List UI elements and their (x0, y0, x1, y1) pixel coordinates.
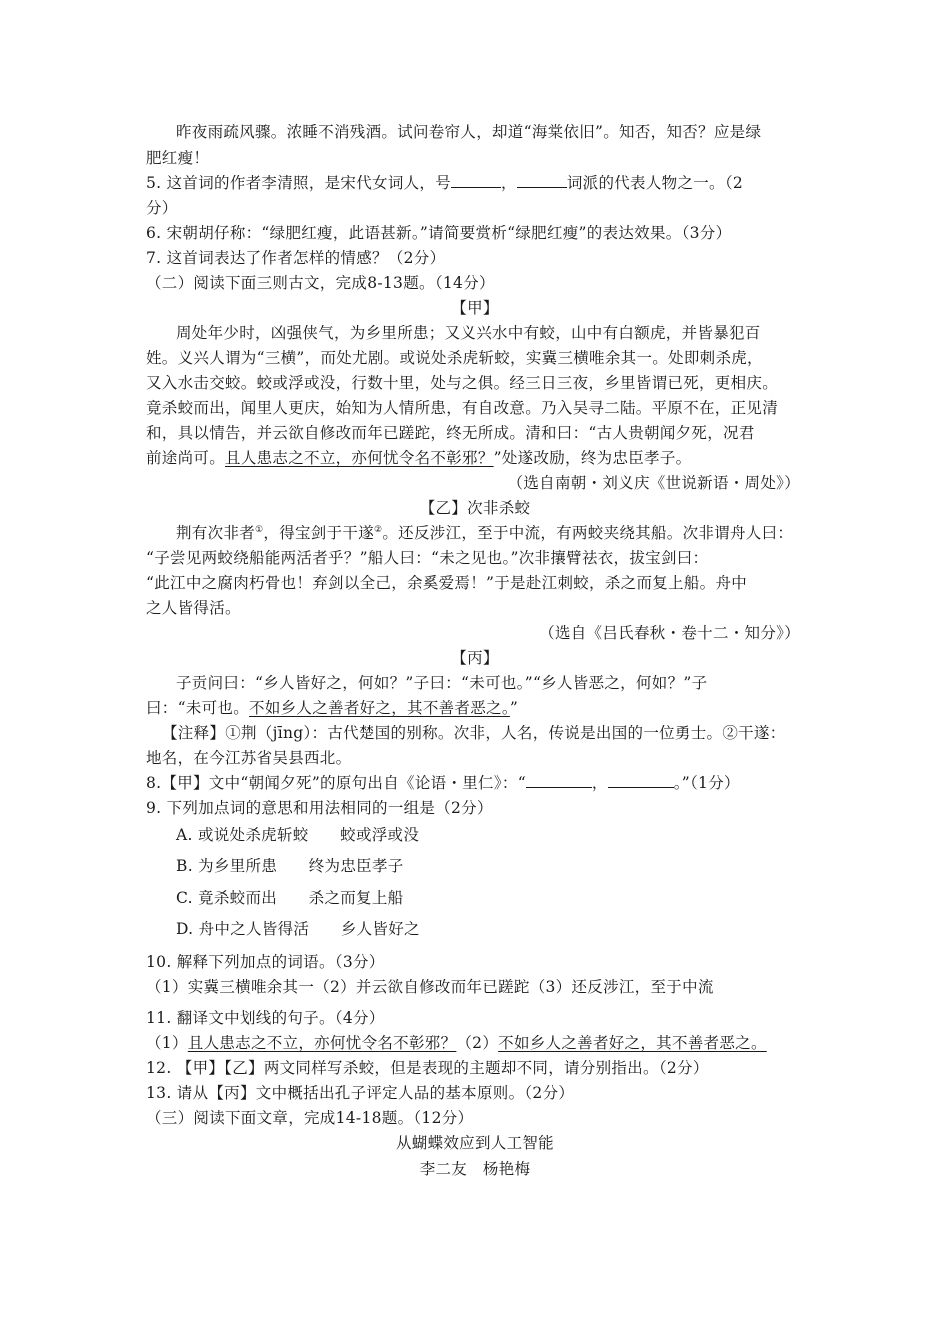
question-9-stem: 9. 下列加点词的意思和用法相同的一组是（2分） (146, 799, 493, 817)
question-6: 6. 宋朝胡仔称：“绿肥红瘦，此语甚新。”请简要赏析“绿肥红瘦”的表达效果。（3分） (146, 224, 732, 242)
poem-line-1: 昨夜雨疏风骤。浓睡不消残酒。试问卷帘人，却道“海棠依旧”。知否，知否？应是绿 (176, 123, 762, 141)
jia-para-1: 周处年少时，凶强侠气，为乡里所患；又义兴水中有蛟，山中有白额虎，并皆暴犯百 (176, 324, 761, 342)
question-7: 7. 这首词表达了作者怎样的情感？（2分） (146, 249, 446, 267)
q11-label-2: （2） (456, 1034, 499, 1052)
q8-blank-2[interactable] (608, 771, 674, 788)
bing-para-2 (146, 696, 936, 720)
question-5 (146, 171, 936, 195)
q9-option-a: A. 或说处杀虎斩蛟 蛟或浮或没 (176, 826, 420, 844)
jia-para-5: 和，具以情告，并云欲自修改而年已蹉跎，终无所成。清和曰：“古人贵朝闻夕死，况君 (146, 424, 755, 442)
q11-label-1: （1） (146, 1034, 188, 1052)
q5-prefix: 5. 这首词的作者李清照，是宋代女词人，号 (146, 174, 452, 192)
note-line-1: 【注释】①荆（jīng）：古代楚国的别称。次非，人名，传说是出国的一位勇士。②干遂： (162, 724, 786, 742)
yi-p1-a: 荆有次非者 (176, 524, 256, 542)
yi-para-3: “此江中之腐肉朽骨也！弃剑以全己，余奚爱焉！”于是赴江刺蛟，杀之而复上船。舟中 (146, 574, 748, 592)
note-ref-2: ② (374, 524, 383, 535)
question-10-stem: 10. 解释下列加点的词语。（3分） (146, 953, 385, 971)
section-3-heading: （三）阅读下面文章，完成14-18题。（12分） (146, 1109, 474, 1127)
q8-sep: ， (591, 774, 608, 792)
article-authors: 李二友 杨艳梅 (419, 1160, 531, 1178)
q5-blank-2[interactable] (517, 171, 567, 188)
jia-para-3: 又入水击交蛟。蛟或浮或没，行数十里，处与之俱。经三日三夜，乡里皆谓已死，更相庆。 (146, 374, 779, 392)
q9-option-c: C. 竟杀蛟而出 杀之而复上船 (176, 889, 404, 907)
bing-para-1: 子贡问曰：“乡人皆好之，何如？”子曰：“未可也。”“乡人皆恶之，何如？”子 (176, 674, 708, 692)
bing-underlined-sentence: 不如乡人之善者好之，其不善者恶之。 (249, 699, 510, 717)
jia-para-4: 竟杀蛟而出，闻里人更庆，始知为人情所患，有自改意。乃入吴寻二陆。平原不在，正见清 (146, 399, 779, 417)
jia-para-6 (146, 446, 936, 470)
question-10-items: （1）实冀三横唯余其一（2）并云欲自修改而年已蹉跎（3）还反涉江，至于中流 (146, 978, 714, 996)
jia-p6-post: ”处遂改励，终为忠臣孝子。 (493, 449, 692, 467)
bing-p2-pre: 曰：“未可也。 (146, 699, 250, 717)
question-11-stem: 11. 翻译文中划线的句子。（4分） (146, 1009, 385, 1027)
section-2-heading: （二）阅读下面三则古文，完成8-13题。（14分） (146, 274, 495, 292)
q5-blank-1[interactable] (451, 171, 501, 188)
yi-para-1 (176, 521, 936, 545)
bing-title: 【丙】 (451, 649, 499, 667)
question-11-items (146, 1031, 936, 1055)
q11-sentence-1: 且人患志之不立，亦何忧令名不彰邪？ (187, 1034, 457, 1052)
q8-suffix: 。”（1分） (673, 774, 740, 792)
q9-option-d: D. 舟中之人皆得活 乡人皆好之 (176, 920, 420, 938)
yi-para-4: 之人皆得活。 (146, 599, 241, 617)
yi-source: （选自《吕氏春秋・卷十二・知分》） (539, 624, 800, 642)
jia-para-2: 姓。义兴人谓为“三横”，而处尤剧。或说处杀虎斩蛟，实冀三横唯余其一。处即刺杀虎， (146, 349, 763, 367)
jia-underlined-sentence: 且人患志之不立，亦何忧令名不彰邪？ (225, 449, 494, 467)
q8-prefix: 8.【甲】文中“朝闻夕死”的原句出自《论语・里仁》：“ (146, 774, 526, 792)
jia-title: 【甲】 (451, 299, 499, 317)
yi-title: 【乙】次非杀蛟 (419, 499, 531, 517)
yi-para-2: “子尝见两蛟绕船能两活者乎？”船人曰：“未之见也。”次非攘臂祛衣，拔宝剑曰： (146, 549, 709, 567)
yi-p1-c: 。还反涉江，至于中流，有两蛟夹绕其船。次非谓舟人曰： (382, 524, 794, 542)
q8-blank-1[interactable] (526, 771, 592, 788)
question-12: 12. 【甲】【乙】两文同样写杀蛟，但是表现的主题却不同，请分别指出。（2分） (146, 1059, 709, 1077)
article-title: 从蝴蝶效应到人工智能 (395, 1134, 554, 1152)
q5-suffix: 词派的代表人物之一。（2 (566, 174, 744, 192)
q5-sep: ， (501, 174, 517, 192)
q9-option-b: B. 为乡里所患 终为忠臣孝子 (176, 857, 404, 875)
jia-p6-pre: 前途尚可。 (146, 449, 226, 467)
poem-line-2: 肥红瘦！ (146, 149, 210, 167)
question-5-cont: 分） (146, 199, 178, 217)
yi-p1-b: ，得宝剑于干遂 (263, 524, 374, 542)
note-line-2: 地名，在今江苏省吴县西北。 (146, 749, 352, 767)
question-8 (146, 771, 936, 795)
note-ref-1: ① (255, 524, 264, 535)
jia-source: （选自南朝・刘义庆《世说新语・周处》） (507, 474, 800, 492)
q11-sentence-2: 不如乡人之善者好之，其不善者恶之。 (498, 1034, 767, 1052)
bing-p2-post: ” (509, 699, 519, 717)
question-13: 13. 请从【丙】文中概括出孔子评定人品的基本原则。（2分） (146, 1084, 575, 1102)
